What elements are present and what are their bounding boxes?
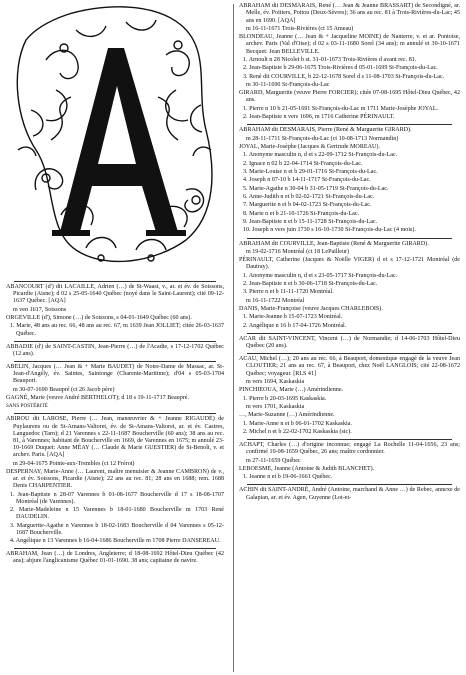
child-entry: 8. Marie n et b 21-10-1726 St-François-du-Lac. (243, 210, 360, 217)
child-entry: 3. Pierre n et b 11-11-1720 Montréal. (243, 289, 334, 296)
marriage-line: m 30-11-1690 St-François-du-Lac (246, 81, 330, 88)
child-entry: 5. Marie-Agathe n 30-04 b 31-05-1719 St-François-du-Lac. (243, 185, 389, 192)
child-entry: 1. Marie, 48 ans au rec. 66, 48 ans au rec. 67, m 1639 Jean JOLLIET; citée 26-03-1637 Québec. (10, 323, 224, 337)
entry-separator (247, 484, 452, 485)
entry-text: ABELIN, Jacques (… Jean & + Marie BAUDET) de Notre-Dame de Massac, ar. St-Jean-d'Angély, év. Saintes, Saintonge (Charente-Maritime); d'04 s 05-03-1704 Beauport. (6, 363, 224, 385)
entry-text: GIRARD, Marguerite (veuve Pierre FORCIER); citée 07-08-1695 Hôtel-Dieu Québec, 42 ans. (239, 90, 460, 104)
child-entry: 1. Marie-Jeanne b 15-07-1723 Montréal. (243, 314, 343, 321)
child-entry: 1. Jean-Baptiste n 28-07 Varennes b 01-08-1677 Boucherville d 17 s 18-08-1707 Montréal (de Varennes). (10, 491, 224, 505)
entry-text: ABRAHAM dit DESMARAIS, Pierre (René & Marguerite GIRARD). (239, 127, 412, 134)
child-entry: 2. Jean-Baptiste b 29-06-1675 Trois-Rivières d 05-01-1699 St-François-du-Lac. (243, 65, 438, 72)
child-entry: 6. Anne-Judith n et b 02-02-1721 St-François-du-Lac. (243, 193, 375, 200)
entry-text: DANIS, Marie-Françoise (veuve Jacques CHARLEBOIS). (239, 306, 383, 313)
child-entry: 1. Pierre b 20-03-1695 Kaskaskia. (243, 395, 327, 402)
entry-text: LEBOESME, Jeanne (Antoine & Judith BLANCHET). (239, 465, 375, 472)
entry-separator (14, 281, 216, 282)
child-entry: 1. Marie-Anne n et b 06-01-1702 Kaskaskia. (243, 420, 352, 427)
marriage-line: m 29-04-1675 Pointe-aux-Trembles (ct 12 Frérot) (13, 460, 135, 467)
child-entry: 2. Michel n et b 22-02-1702 Kaskaskia (sic). (243, 428, 352, 435)
entry-text: ABANCOURT (d') dit LACAILLE, Adrien (…) de St-Waast, v., ar. et év. de Soissons, Picardie (Aisne); d 02 s 25-05-1640 Québec (noyé dans le Saint-Laurent); cité 09-12-1637 Québec. [AQA] (6, 284, 224, 305)
entry-text: PÉRINAULT, Catherine (Jacques & Noëlle VIGER) d et s 17-12-1721 Montréal (de Dautray). (239, 257, 460, 271)
entry-separator (247, 238, 452, 239)
entry-text: ACAR dit SAINT-VINCENT, Vincent (…) de Normandie; d 14-06-1703 Hôtel-Dieu Québec (20 ans). (239, 335, 460, 350)
child-entry: 4. Joseph n 07-10 b 14-11-1717 St-François-du-Lac. (243, 177, 371, 184)
entry-separator (247, 439, 452, 440)
marriage-line: m vers 1701, Kaskaskia (246, 403, 305, 410)
entry-text: …, Marie-Suzanne (…) Amérindienne. (239, 412, 335, 419)
marriage-line: m ven 1617, Soissons (13, 306, 67, 313)
entry-text: GAGNÉ, Marie (veuve André BERTHELOT); d 18 s 19-11-1717 Beaupré. (6, 394, 190, 401)
marriage-line: m 19-02-1716 Montréal (ct 18 LePailleur) (246, 248, 350, 255)
child-entry: 4. Angélique n 13 Varennes b 16-04-1686 Boucherville m 1708 Pierre DANSEREAU. (10, 538, 221, 545)
entry-text: ABIROU dit LAROSE, Pierre (… Jean, manœuvrier & + Jeanne RIGAUDÈ) de Puylaurens ou de St-Amans-Valtoret, év. de St-Amans-Valtoret, ar. et év. Castres, Languedoc (Tarn); d 21 Varennes s 22-11-1687 Boucherville (60 ans); 38 ans au rec. 81, à Varennes; habitant de Boucherville en 1669, de Varennes en 1675; m annulé 23-10-1669 Duquet: Anne MÉAY (… Claude & Marie GUESTIER) de St-Benoît, v. et archev. Paris. [AQA] (6, 416, 224, 459)
marriage-line: m vers 1694, Kaskaskia (246, 378, 305, 385)
entry-text: ACHIN dit SAINT-ANDRÉ, André (Antoine, marchand & Anne …) de Rebec, annexe de Galapian, ar. et év. Agen, Guyenne (Lot-et- (239, 487, 460, 501)
child-entry: 1. Pierre n 10 b 21-05-1691 St-François-du-Lac m 1711 Marie-Josèphe JOYAL. (243, 105, 439, 112)
child-entry: 1. Arnoult n 28 Nicolet b st. 31-01-1673 Trois-Rivières d avant rec. 81. (243, 56, 417, 63)
child-entry: 2. Jean-Baptiste n vers 1696, m 1716 Catherine PÉRINAULT. (243, 114, 395, 121)
marriage-line: m 16-11-1671 Trois-Rivières (ct 15 Ameau) (246, 25, 354, 32)
child-entry: 3. Marie-Louise n et b 29-01-1716 St-François-du-Lac. (243, 168, 378, 175)
child-entry: 2. Jean-Baptiste n et b 30-06-1718 St-François-du-Lac. (243, 281, 378, 288)
entry-text: ABBADIE (d') de SAINT-CASTIN, Jean-Pierre (…) de l'Acadie, s 17-12-1702 Québec (12 ans). (6, 343, 224, 357)
child-entry: 10. Joseph n vers juin 1730 s 16-10-1730 St-François-du-Lac (4 mois). (243, 227, 416, 234)
illuminated-letter-a-icon (6, 0, 224, 278)
child-entry: 9. Jean-Baptiste n et b 15-11-1728 St-François-du-Lac. (243, 219, 378, 225)
child-entry: 2. Ignace n 02 b 22-04-1714 St-François-du-Lac. (243, 160, 363, 167)
child-entry: 1. Jeanne n et b 19-06-1661 Québec. (243, 474, 333, 481)
marriage-line: m 27-11-1659 Québec (246, 457, 301, 464)
entry-text: SANS POSTÉRITÉ (6, 403, 48, 410)
entry-separator (14, 413, 216, 414)
child-entry: 1. Anonyme masculin n, d et s 23-05-1717 St-François-du-Lac. (243, 272, 398, 279)
entry-separator (247, 124, 452, 125)
entry-text: PINCHIEOUA, Marie (…) Amérindienne. (239, 387, 344, 394)
entry-text: DESPERNAY, Marie-Anne (… Laurent, maître menuisier & Jeanne CAMBRON) de v., ar. et év. Soissons, Picardie (Aisne); 22 ans au rec. 81; 28 ans en 1688; rem. 1688 Denis CHARPENTIER. (6, 468, 224, 490)
child-entry: 3. René dit COURVILLE, b 22-12-1678 Sorel d s 11-08-1703 St-François-du-Lac. (243, 73, 445, 80)
child-entry: 7. Marguerite n et b 04-02-1723 St-François-du-Lac. (243, 202, 372, 209)
child-entry: 2. Marie-Madeleine n 15 Varennes b 18-01-1680 Boucherville m 1703 René DAUDELIN. (10, 507, 224, 521)
entry-separator (247, 353, 452, 354)
entry-text: JOYAL, Marie-Josèphe (Jacques & Gertrude MOREAU). (239, 143, 380, 150)
entry-text: ACHAPT, Charles (…) d'origine inconnue; engagé La Rochelle 11-04-1656, 23 ans; confirmé 10-08-1659 Québec, 26 ans; maître cordonnier. (239, 442, 460, 456)
child-entry: 2. Angélique n 16 b 17-04-1726 Montréal. (243, 322, 347, 329)
marriage-line: m 28-11-1711 St-François-du-Lac (ct 10-08-1713 Normandin) (246, 135, 399, 142)
column-divider (233, 4, 234, 672)
entry-separator (14, 341, 216, 342)
entry-text: ABRAHAM, Jean (…) de Londres, Angleterre; d 18-08-1692 Hôtel-Dieu Québec (42 ans); abjure l'anglicanisme Québec 01-01-1690. 38 ans; capitaine de navire. (6, 551, 224, 565)
entry-text: ACAU, Michel (…); 20 ans au rec. 66, à Beauport, domestique engagé de la veuve Jean CLOUTIER; 21 ans au rec. 67, à Beauport, chez Noël LANGLOIS; cité 22-08-1672 Québec; voyageur. [RLS 41] (239, 356, 460, 377)
child-entry: 1. Anonyme masculin n, d et s 22-09-1712 St-François-du-Lac. (243, 152, 398, 159)
entry-text: ABRAHAM dit COURVILLE, Jean-Baptiste (René & Marguerite GIRARD). (239, 240, 429, 247)
entry-separator (14, 361, 216, 362)
entry-separator (14, 548, 216, 549)
entry-text: BLONDEAU, Jeanne (… Jean & + Jacqueline MOINE) de Nanterre, v. et ar. Pontoise, archev. Paris (Val d'Oise); d 02 s 03-11-1680 Sorel (34 ans); m annulé et 30-10-1671 Becquet: Jean BELLEVILLE. (239, 34, 460, 55)
child-entry: 3. Marguerite-Agathe n Varennes b 18-02-1683 Boucherville d 04 Varennes s 05-12-1687 Boucherville. (10, 522, 224, 536)
marriage-line: m 16-11-1722 Montréal (246, 297, 305, 304)
entry-text: ORGEVILLE (d'), Simone (…) de Soissons, s 04-01-1649 Québec (60 ans). (6, 315, 192, 321)
marriage-line: m 30-07-1690 Beaupré (ct 26 Jacob père) (13, 386, 115, 393)
left-column (6, 0, 224, 566)
entry-text: ABRAHAM dit DESMARAIS, René (… Jean & Jeanne BRASSART) de Secondigné, ar. Melle, év. Poitiers, Poitou (Deux-Sèvres); 36 ans au rec. 81 à Trois-Rivières-du-Lac; 45 ans en 1690. [AQA] (239, 3, 460, 24)
entry-separator (247, 333, 452, 334)
right-column (239, 2, 460, 502)
